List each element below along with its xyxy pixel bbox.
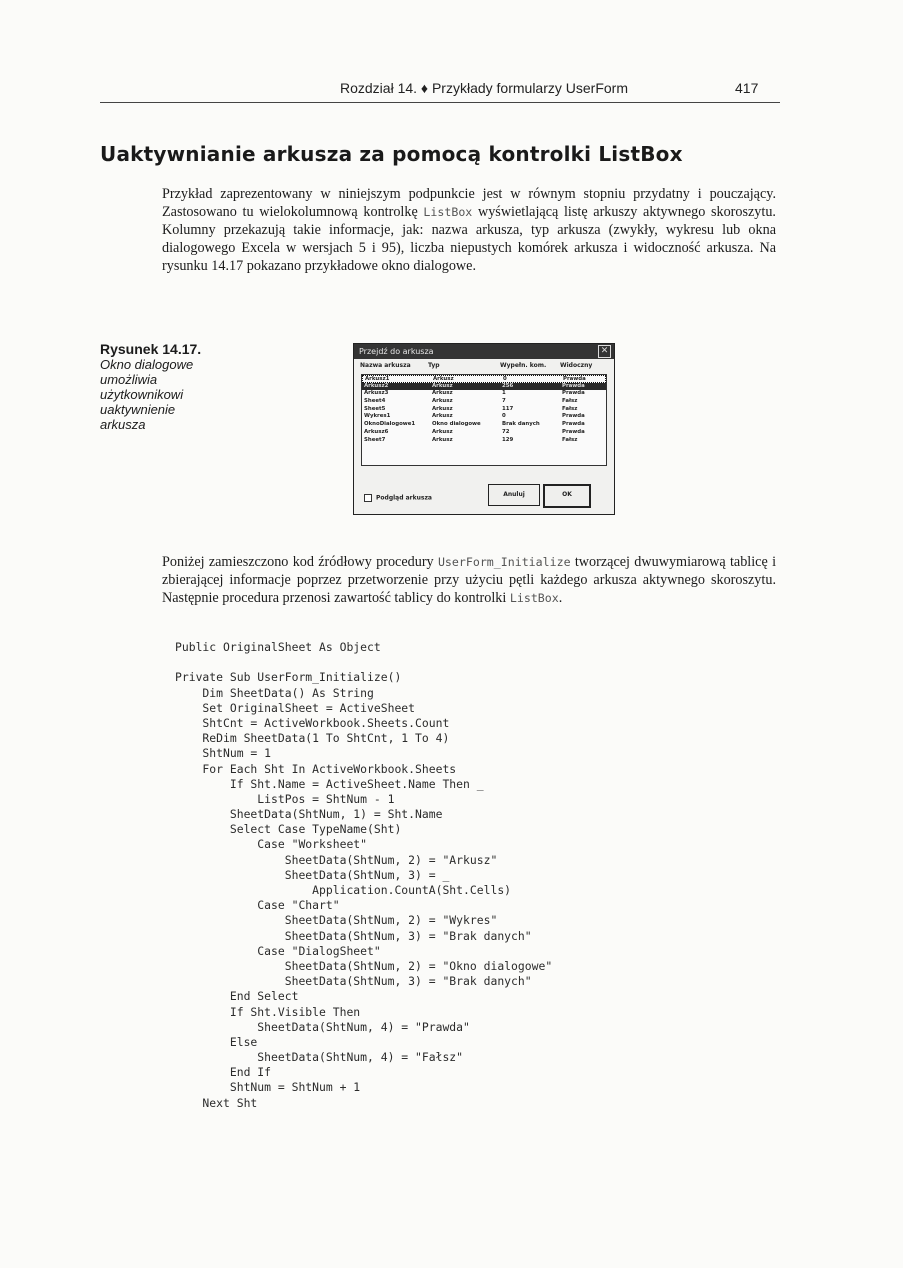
code-line: SheetData(ShtNum, 3) = "Brak danych" bbox=[175, 974, 532, 989]
code-listing bbox=[175, 640, 552, 1111]
code-line: SheetData(ShtNum, 3) = _ bbox=[175, 867, 450, 882]
cancel-button[interactable]: Anuluj bbox=[488, 484, 540, 506]
column-header-cells: Wypełn. kom. bbox=[500, 362, 547, 369]
listbox-row[interactable] bbox=[362, 398, 606, 406]
row-type: Arkusz bbox=[432, 428, 453, 435]
inline-code-listbox: ListBox bbox=[423, 205, 473, 219]
preview-checkbox[interactable] bbox=[364, 494, 432, 502]
row-name: Sheet4 bbox=[364, 398, 386, 405]
goto-sheet-dialog bbox=[353, 343, 615, 515]
code-line: SheetData(ShtNum, 2) = "Okno dialogowe" bbox=[175, 958, 553, 973]
code-line: Else bbox=[175, 1034, 258, 1049]
intro-text-1: Przykład zaprezentowany w niniejszym podpunkcie jest w równym stopniu przydatny i pouczający. Zastosowano tu wielokolumnową kontrolkę bbox=[162, 186, 776, 220]
code-line: End Select bbox=[175, 989, 299, 1004]
code-line: Set OriginalSheet = ActiveSheet bbox=[175, 700, 416, 715]
row-cells: 256 bbox=[502, 382, 514, 389]
intro-paragraph bbox=[162, 185, 776, 275]
listbox-row[interactable] bbox=[362, 383, 606, 391]
code-intro-text-1: Poniżej zamieszczono kod źródłowy procedury bbox=[162, 554, 438, 570]
checkbox-box[interactable] bbox=[364, 494, 372, 502]
listbox-column-headers bbox=[360, 362, 608, 372]
inline-code-userform-initialize: UserForm_Initialize bbox=[437, 555, 571, 569]
code-line: SheetData(ShtNum, 2) = "Wykres" bbox=[175, 913, 498, 928]
preview-label: Podgląd arkusza bbox=[376, 494, 432, 502]
row-cells: 1 bbox=[502, 390, 506, 397]
figure-caption bbox=[100, 342, 220, 432]
code-line: Case "Worksheet" bbox=[175, 837, 368, 852]
code-line: SheetData(ShtNum, 1) = Sht.Name bbox=[175, 807, 443, 822]
row-name: OknoDialogowe1 bbox=[364, 421, 416, 428]
sheet-listbox[interactable] bbox=[361, 374, 607, 466]
column-header-visible: Widoczny bbox=[560, 362, 593, 369]
code-line: ShtNum = 1 bbox=[175, 746, 272, 761]
listbox-row[interactable] bbox=[362, 390, 606, 398]
code-line: For Each Sht In ActiveWorkbook.Sheets bbox=[175, 761, 457, 776]
code-line: If Sht.Visible Then bbox=[175, 1004, 361, 1019]
chapter-title: Rozdział 14. ♦ Przykłady formularzy UserForm bbox=[340, 80, 628, 96]
figure-caption-text: Okno dialogowe umożliwia użytkownikowi uaktywnienie arkusza bbox=[100, 357, 194, 432]
row-type: Arkusz bbox=[432, 390, 453, 397]
code-line: If Sht.Name = ActiveSheet.Name Then _ bbox=[175, 776, 484, 791]
row-visible: Prawda bbox=[562, 413, 585, 420]
code-line: Dim SheetData() As String bbox=[175, 685, 374, 700]
row-type: Arkusz bbox=[432, 436, 453, 443]
dialog-title: Przejdź do arkusza bbox=[359, 347, 434, 356]
row-type: Arkusz bbox=[433, 376, 454, 382]
code-line: End If bbox=[175, 1065, 272, 1080]
ok-button[interactable]: OK bbox=[543, 484, 591, 508]
code-line: Case "DialogSheet" bbox=[175, 943, 381, 958]
code-intro-text-2: tworzącej dwuwymiarową tablicę i zbierającej informacje poprzez przetworzenie przy użyciu pętli każdego arkusza aktywnego skoroszytu. Następnie procedura przenosi zawartość tablicy do kontrolki bbox=[162, 554, 777, 606]
code-line: ShtNum = ShtNum + 1 bbox=[175, 1080, 361, 1095]
dialog-title-bar bbox=[354, 344, 614, 359]
code-intro-paragraph bbox=[162, 553, 776, 607]
row-cells: 129 bbox=[502, 436, 514, 443]
row-cells: 72 bbox=[502, 428, 510, 435]
row-type: Okno dialogowe bbox=[432, 421, 481, 428]
running-head bbox=[340, 80, 759, 96]
row-type: Arkusz bbox=[432, 413, 453, 420]
listbox-row[interactable] bbox=[362, 406, 606, 414]
row-cells: 0 bbox=[503, 376, 507, 382]
row-cells: 117 bbox=[502, 405, 514, 412]
row-cells: 7 bbox=[502, 398, 506, 405]
listbox-row[interactable] bbox=[362, 429, 606, 437]
row-visible: Fałsz bbox=[562, 398, 578, 405]
column-header-type: Typ bbox=[428, 362, 440, 369]
listbox-row[interactable] bbox=[362, 421, 606, 429]
close-icon[interactable]: ✕ bbox=[598, 345, 611, 358]
row-name: Arkusz3 bbox=[364, 390, 389, 397]
code-line: Select Case TypeName(Sht) bbox=[175, 822, 402, 837]
row-name: Arkusz1 bbox=[365, 376, 390, 382]
row-type: Arkusz bbox=[432, 382, 453, 389]
listbox-row[interactable] bbox=[362, 413, 606, 421]
header-rule bbox=[100, 102, 780, 103]
code-line bbox=[175, 655, 552, 670]
row-type: Arkusz bbox=[432, 398, 453, 405]
row-name: Sheet5 bbox=[364, 405, 386, 412]
page-number: 417 bbox=[735, 80, 759, 96]
row-type: Arkusz bbox=[432, 405, 453, 412]
row-visible: Prawda bbox=[562, 421, 585, 428]
figure-number: Rysunek 14.17. bbox=[100, 341, 202, 357]
row-visible: Fałsz bbox=[562, 436, 578, 443]
row-name: Wykres1 bbox=[364, 413, 391, 420]
code-line: Case "Chart" bbox=[175, 898, 340, 913]
section-heading: Uaktywnianie arkusza za pomocą kontrolki ListBox bbox=[100, 142, 683, 166]
row-name: Arkusz2 bbox=[364, 382, 389, 389]
row-visible: Prawda bbox=[562, 390, 585, 397]
code-line: Application.CountA(Sht.Cells) bbox=[175, 883, 512, 897]
code-intro-text-3: . bbox=[558, 590, 563, 606]
intro-text-2: wyświetlającą listę arkuszy aktywnego skoroszytu. Kolumny przekazują takie informacje, jak: nazwa arkusza, typ arkusza (zwykły, wykresu lub okna dialogowego Excela w wersjach 5 i 95), liczba niepustych komórek arkusza i widoczność arkusza. Na rysunku 14.17 pokazano przykładowe okno dialogowe. bbox=[162, 204, 776, 274]
code-line: SheetData(ShtNum, 4) = "Fałsz" bbox=[175, 1050, 464, 1065]
row-name: Sheet7 bbox=[364, 436, 386, 443]
row-visible: Prawda bbox=[562, 382, 585, 389]
row-visible: Prawda bbox=[562, 428, 585, 435]
code-line: SheetData(ShtNum, 2) = "Arkusz" bbox=[175, 852, 498, 867]
code-line: Private Sub UserForm_Initialize() bbox=[175, 670, 402, 685]
column-header-name: Nazwa arkusza bbox=[360, 362, 411, 369]
row-cells: 0 bbox=[502, 413, 506, 420]
code-line: SheetData(ShtNum, 4) = "Prawda" bbox=[175, 1019, 470, 1034]
listbox-row[interactable] bbox=[362, 437, 606, 445]
code-line: Next Sht bbox=[175, 1095, 258, 1110]
code-line: SheetData(ShtNum, 3) = "Brak danych" bbox=[175, 928, 532, 943]
inline-code-listbox-2: ListBox bbox=[509, 591, 559, 605]
code-line: Public OriginalSheet As Object bbox=[175, 640, 381, 654]
code-line: ListPos = ShtNum - 1 bbox=[175, 791, 395, 806]
row-cells: Brak danych bbox=[502, 421, 540, 428]
code-line: ShtCnt = ActiveWorkbook.Sheets.Count bbox=[175, 715, 450, 730]
listbox-row[interactable] bbox=[362, 375, 606, 383]
row-name: Arkusz6 bbox=[364, 428, 389, 435]
code-line: ReDim SheetData(1 To ShtCnt, 1 To 4) bbox=[175, 731, 450, 746]
row-visible: Prawda bbox=[563, 376, 586, 382]
row-visible: Fałsz bbox=[562, 405, 578, 412]
